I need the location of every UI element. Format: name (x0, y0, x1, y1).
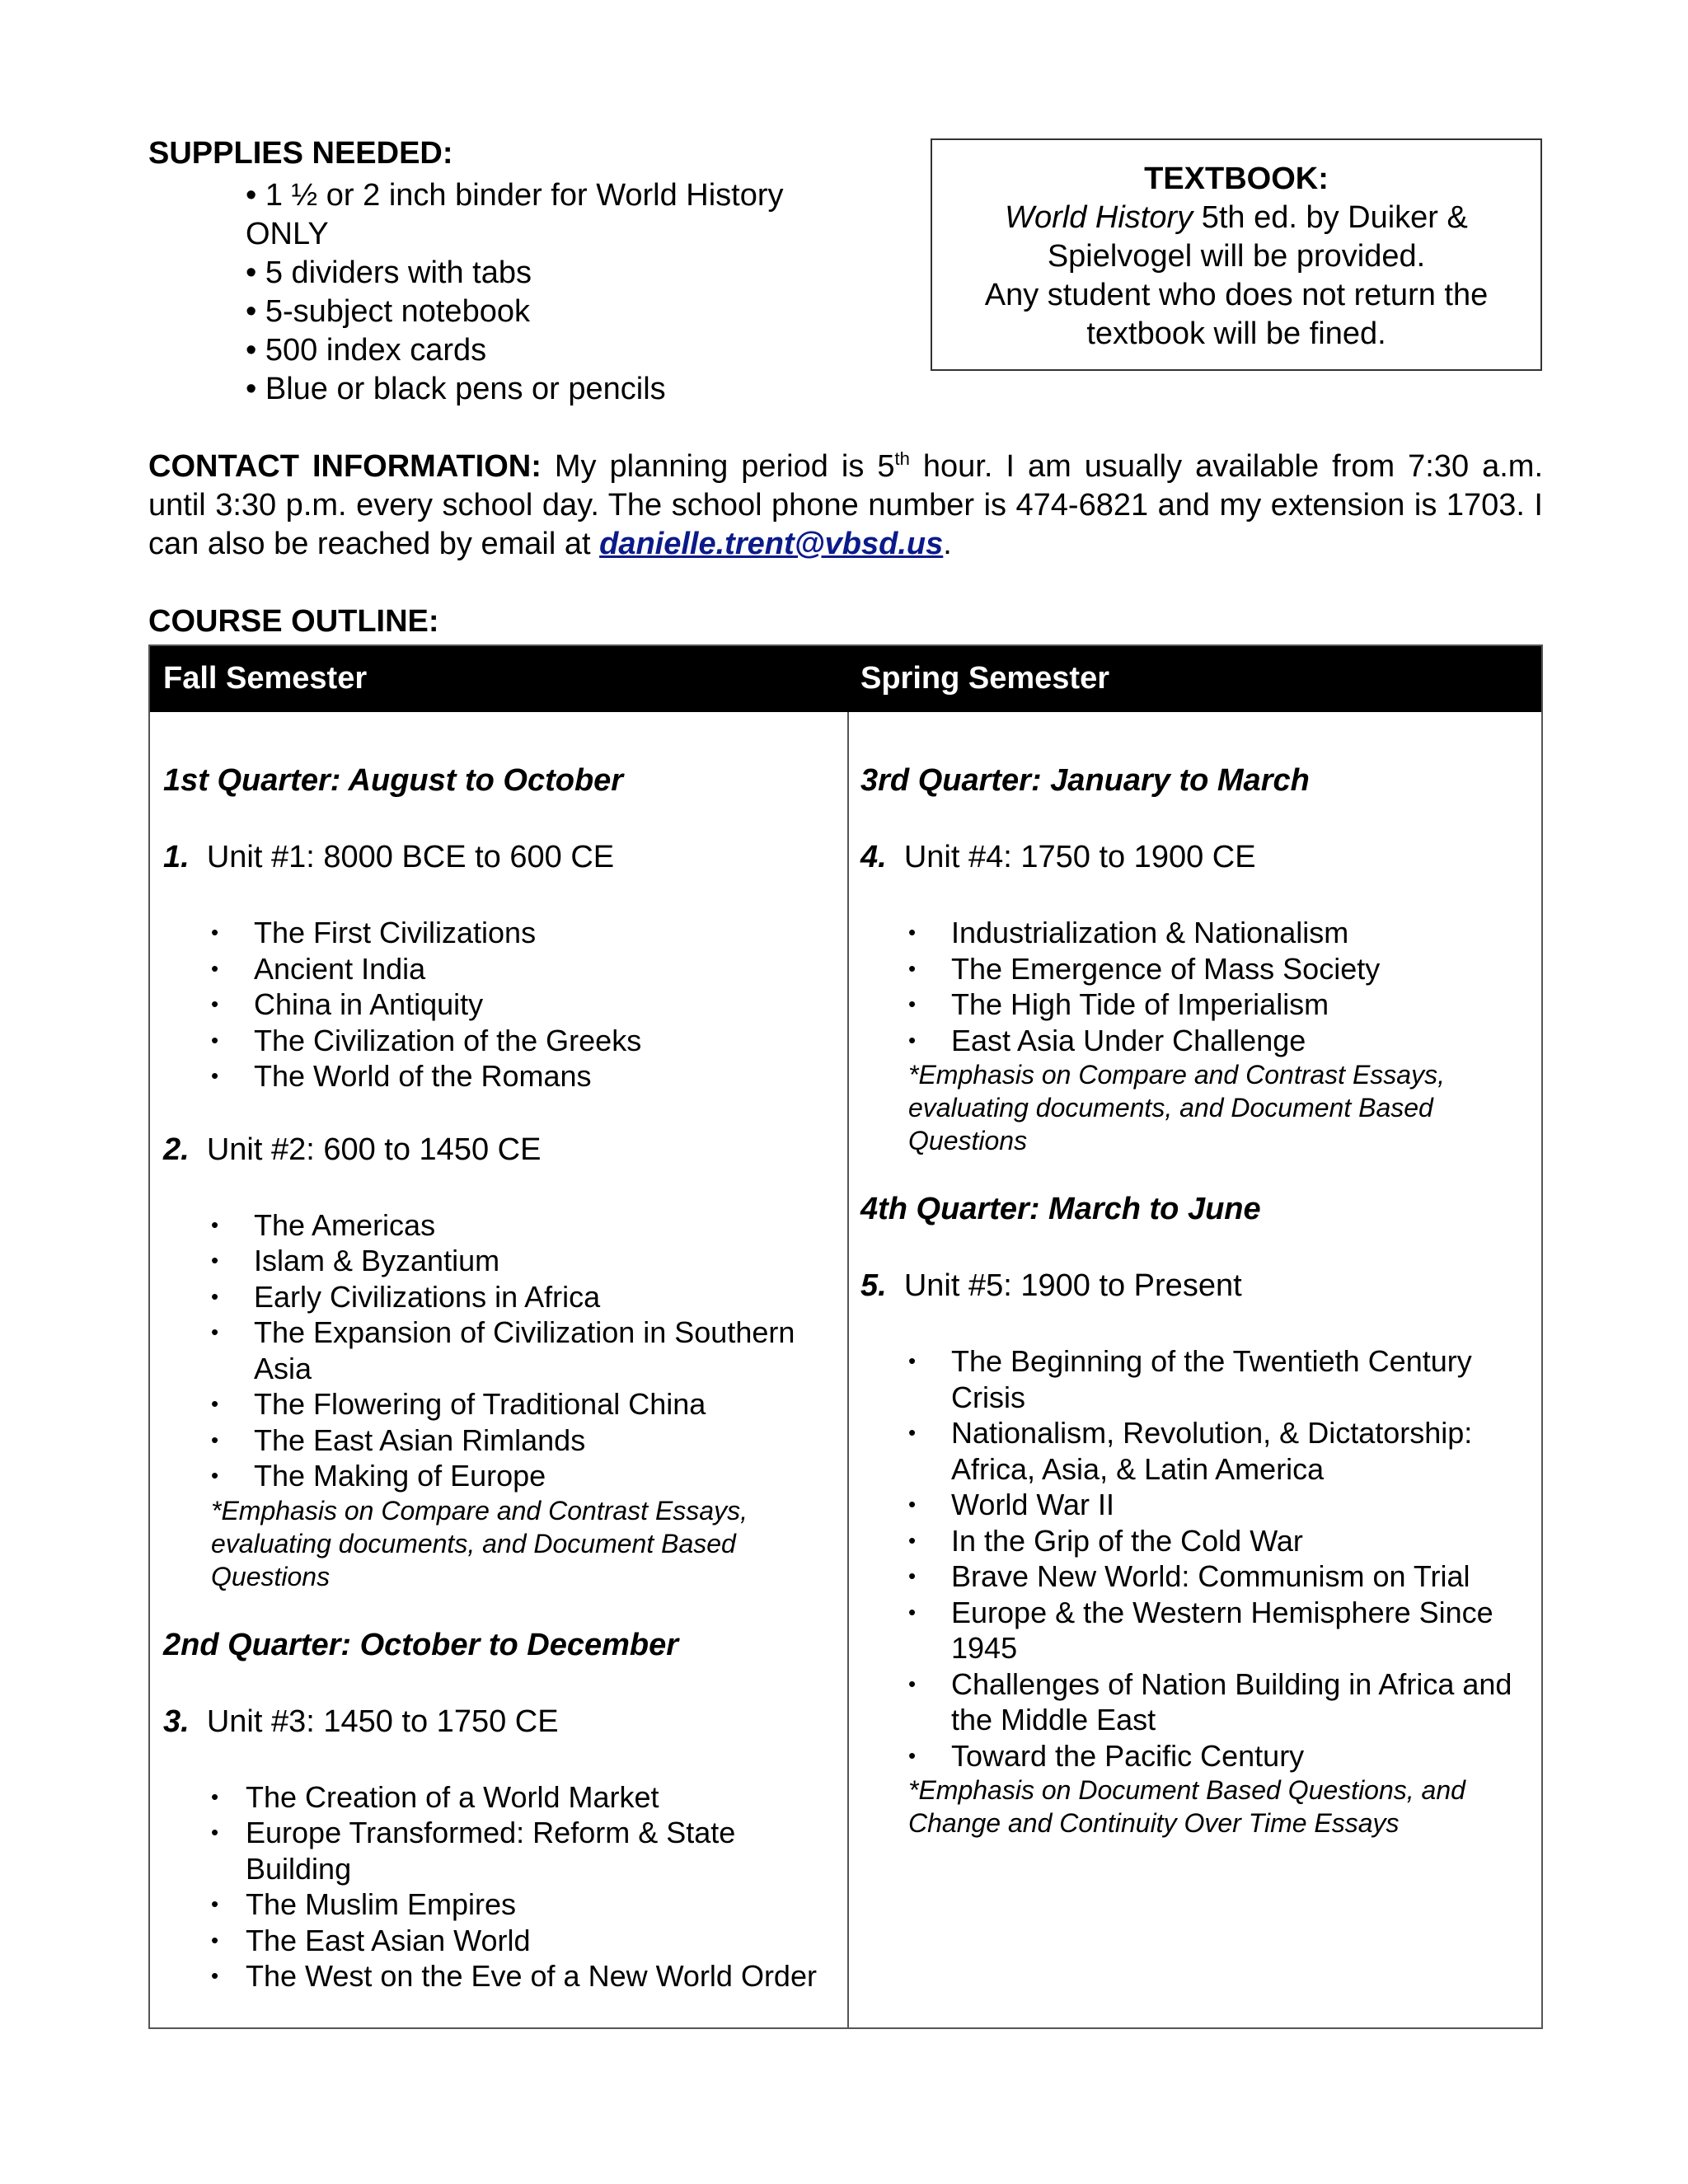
list-item: • The Expansion of Civilization in Southern Asia (163, 1315, 839, 1386)
list-item: • The Flowering of Traditional China (163, 1386, 839, 1422)
supply-item-binder: • 1 ½ or 2 inch binder for World History ONLY (246, 178, 784, 251)
emphasis-note-3: *Emphasis on Compare and Contrast Essays, evaluating documents, and Document Based Questions (908, 1060, 1445, 1155)
course-outline-heading: COURSE OUTLINE: (148, 604, 439, 639)
list-item: • The Creation of a World Market (163, 1779, 839, 1816)
list-item: • The Americas (163, 1207, 839, 1244)
contact-sup: th (894, 448, 910, 469)
unit-4-topics (860, 915, 1535, 1058)
unit-2-number: 2. (163, 1132, 190, 1167)
unit-1-topics (163, 915, 839, 1094)
list-item: • The Emergence of Mass Society (860, 951, 1535, 987)
textbook-edition: 5th ed. by Duiker & (1193, 200, 1468, 235)
list-item: • The West on the Eve of a New World Order (163, 1958, 839, 1994)
contact-information (148, 448, 1543, 564)
spring-column (860, 712, 1535, 1840)
course-outline-table (148, 644, 1543, 2029)
spring-semester-header: Spring Semester (860, 661, 1109, 696)
supply-item-dividers: • 5 dividers with tabs (246, 255, 532, 290)
unit-3-topics (163, 1779, 839, 1994)
unit-5-heading (860, 1267, 1535, 1305)
supplies-heading: SUPPLIES NEEDED: (148, 136, 453, 171)
list-item: • Industrialization & Nationalism (860, 915, 1535, 951)
contact-text-1: My planning period is 5 (541, 449, 895, 484)
quarter-2-heading: 2nd Quarter: October to December (163, 1627, 679, 1662)
unit-3-title: Unit #3: 1450 to 1750 CE (206, 1704, 559, 1739)
textbook-line-3: Any student who does not return the (984, 278, 1489, 312)
list-item: • Ancient India (163, 951, 839, 987)
emphasis-note-1: *Emphasis on Compare and Contrast Essays, evaluating documents, and Document Based Questions (211, 1495, 748, 1591)
list-item: • Toward the Pacific Century (860, 1738, 1535, 1774)
unit-5-title: Unit #5: 1900 to Present (903, 1268, 1242, 1303)
list-item: • Brave New World: Communism on Trial (860, 1558, 1535, 1595)
unit-3-heading (163, 1703, 839, 1741)
contact-label: CONTACT INFORMATION: (148, 449, 542, 484)
unit-4-number: 4. (860, 840, 887, 874)
fall-semester-header: Fall Semester (163, 661, 368, 696)
contact-text-3: . (943, 527, 952, 561)
list-item: • Islam & Byzantium (163, 1243, 839, 1279)
unit-2-topics (163, 1207, 839, 1494)
list-item: • Europe Transformed: Reform & State Building (163, 1815, 839, 1886)
textbook-line-1 (932, 199, 1540, 237)
contact-text-2: hour. I am usually available from 7:30 a.m. until 3:30 p.m. every school day. The school phone number is 474-6821 and my extension is 1703. I can also be reached by email at (148, 449, 1543, 561)
list-item: • The East Asian World (163, 1923, 839, 1959)
unit-1-heading (163, 838, 839, 877)
list-item: • The Civilization of the Greeks (163, 1023, 839, 1059)
unit-3-number: 3. (163, 1704, 190, 1739)
list-item: • Challenges of Nation Building in Africa and the Middle East (860, 1666, 1535, 1738)
list-item: • Nationalism, Revolution, & Dictatorship: Africa, Asia, & Latin America (860, 1415, 1535, 1487)
supply-item-notebook: • 5-subject notebook (246, 294, 530, 329)
table-header-row (150, 646, 1541, 712)
unit-4-title: Unit #4: 1750 to 1900 CE (903, 840, 1256, 874)
textbook-title: World History (1005, 200, 1193, 235)
list-item: • Early Civilizations in Africa (163, 1279, 839, 1315)
unit-1-number: 1. (163, 840, 190, 874)
list-item: • World War II (860, 1487, 1535, 1523)
emphasis-note-4: *Emphasis on Document Based Questions, and Change and Continuity Over Time Essays (908, 1775, 1465, 1838)
list-item: • The World of the Romans (163, 1058, 839, 1094)
list-item: • The Making of Europe (163, 1458, 839, 1494)
supply-item-index-cards: • 500 index cards (246, 333, 487, 368)
unit-2-heading (163, 1131, 839, 1169)
list-item: • China in Antiquity (163, 987, 839, 1023)
list-item: • The Muslim Empires (163, 1886, 839, 1923)
list-item: • The High Tide of Imperialism (860, 987, 1535, 1023)
unit-5-topics (860, 1343, 1535, 1774)
list-item: • The Beginning of the Twentieth Century Crisis (860, 1343, 1535, 1415)
unit-1-title: Unit #1: 8000 BCE to 600 CE (206, 840, 615, 874)
list-item: • The East Asian Rimlands (163, 1422, 839, 1459)
list-item: • In the Grip of the Cold War (860, 1523, 1535, 1559)
fall-column (163, 712, 839, 1994)
supply-item-pens: • Blue or black pens or pencils (246, 372, 666, 406)
list-item: • The First Civilizations (163, 915, 839, 951)
quarter-3-heading: 3rd Quarter: January to March (860, 763, 1310, 798)
quarter-1-heading: 1st Quarter: August to October (163, 763, 624, 798)
textbook-line-2: Spielvogel will be provided. (1047, 239, 1426, 274)
unit-4-heading (860, 838, 1535, 877)
list-item: • Europe & the Western Hemisphere Since 1945 (860, 1595, 1535, 1666)
textbook-box (931, 138, 1542, 371)
unit-5-number: 5. (860, 1268, 887, 1303)
unit-2-title: Unit #2: 600 to 1450 CE (206, 1132, 542, 1167)
supplies-list (246, 176, 872, 409)
list-item: • East Asia Under Challenge (860, 1023, 1535, 1059)
email-link[interactable]: danielle.trent@vbsd.us (599, 527, 944, 561)
textbook-heading: TEXTBOOK: (1144, 162, 1329, 196)
column-divider (847, 712, 849, 2029)
quarter-4-heading: 4th Quarter: March to June (860, 1192, 1261, 1226)
textbook-line-4: textbook will be fined. (1086, 316, 1386, 351)
